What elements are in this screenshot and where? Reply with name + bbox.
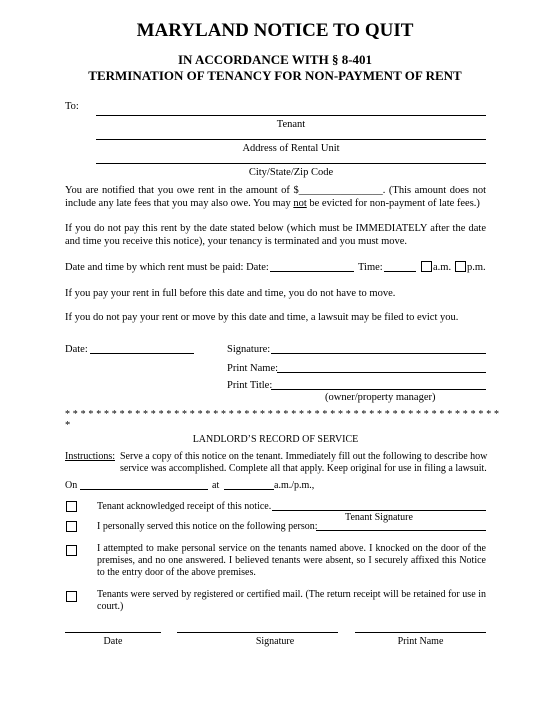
star-divider-end: * [65,420,71,431]
date-line[interactable] [90,353,194,354]
footer-signature-label: Signature [255,636,295,647]
address-label: Address of Rental Unit [242,143,340,154]
option-mail-checkbox[interactable] [66,591,77,602]
option-personal-service-text: I personally served this notice on the following person: [97,521,318,532]
footer-date-label: Date [103,636,123,647]
option-affixed-text: I attempted to make personal service on the tenants named above. I knocked on the door of the premises, and no one answered. I believed tenants were absent, so I securely affixed this Notice to the entry door of the above premises. [97,543,486,578]
address-line[interactable] [96,139,486,140]
instructions-line-1: Serve a copy of this notice on the tenant. Immediately fill out the following to describe how [120,451,488,462]
service-time-line[interactable] [224,489,274,490]
am-checkbox[interactable] [421,261,432,272]
on-label: On [65,480,78,491]
print-name-label: Print Name: [227,363,279,374]
tenant-signature-label: Tenant Signature [345,512,413,523]
document-title: MARYLAND NOTICE TO QUIT [136,20,414,41]
pay-time-line[interactable] [384,271,416,272]
to-label: To: [65,101,79,112]
pay-date-line[interactable] [270,271,354,272]
service-date-line[interactable] [80,489,208,490]
footer-print-name-label: Print Name [397,636,444,647]
signature-line[interactable] [271,353,486,354]
owner-manager-label: (owner/property manager) [325,392,436,403]
signature-label: Signature: [227,344,271,355]
at-label: at [212,480,220,491]
print-title-label: Print Title: [227,380,273,391]
city-state-zip-label: City/State/Zip Code [248,167,334,178]
date-label: Date: [65,344,88,355]
pay-in-full-text: If you pay your rent in full before this date and time, you do not have to move. [65,288,396,299]
rent-owed-paragraph: You are notified that you owe rent in the amount of $________________. (This amount does not include any late fees that you may also owe. You may not be evicted for non-payment of late fees.) [65,185,486,209]
option-receipt-checkbox[interactable] [66,501,77,512]
termination-paragraph: If you do not pay this rent by the date stated below (which must be IMMEDIATELY after the date and time you receive this notice), your tenancy is terminated and you must move. [65,223,486,247]
am-pm-label: a.m./p.m., [274,480,315,491]
footer-signature-line[interactable] [177,632,338,633]
city-state-zip-line[interactable] [96,163,486,164]
instructions-line-2: service was accomplished. Complete all that apply. Keep original for use in filing a lawsuit. [120,463,487,474]
date-time-label: Date and time by which rent must be paid: Date: [65,262,269,273]
pm-label: p.m. [467,262,486,273]
am-label: a.m. [433,262,452,273]
record-of-service-title: LANDLORD’S RECORD OF SERVICE [192,434,359,445]
document-subtitle-statute: IN ACCORDANCE WITH § 8-401 [177,52,373,67]
pm-checkbox[interactable] [455,261,466,272]
option-mail-text: Tenants were served by registered or certified mail. (The return receipt will be retained for use in court.) [97,589,486,612]
footer-print-name-line[interactable] [355,632,486,633]
time-label: Time: [358,262,383,273]
lawsuit-text: If you do not pay your rent or move by this date and time, a lawsuit may be filed to evict you. [65,312,459,323]
print-title-line[interactable] [271,389,486,390]
option-affixed-checkbox[interactable] [66,545,77,556]
star-divider: * * * * * * * * * * * * * * * * * * * * * * * * * * * * * * * * * * * * * * * * * * * * * * * * * * * * * * * * [65,409,500,420]
served-person-line[interactable] [316,530,486,531]
tenant-label: Tenant [276,119,306,130]
option-personal-service-checkbox[interactable] [66,521,77,532]
print-name-line[interactable] [277,372,486,373]
document-subtitle-termination: TERMINATION OF TENANCY FOR NON-PAYMENT OF RENT [88,68,462,83]
footer-date-line[interactable] [65,632,161,633]
option-receipt-text: Tenant acknowledged receipt of this notice. [97,501,272,512]
tenant-name-line[interactable] [96,115,486,116]
instructions-label: Instructions: [65,451,115,462]
not-emphasis: not [293,198,307,209]
